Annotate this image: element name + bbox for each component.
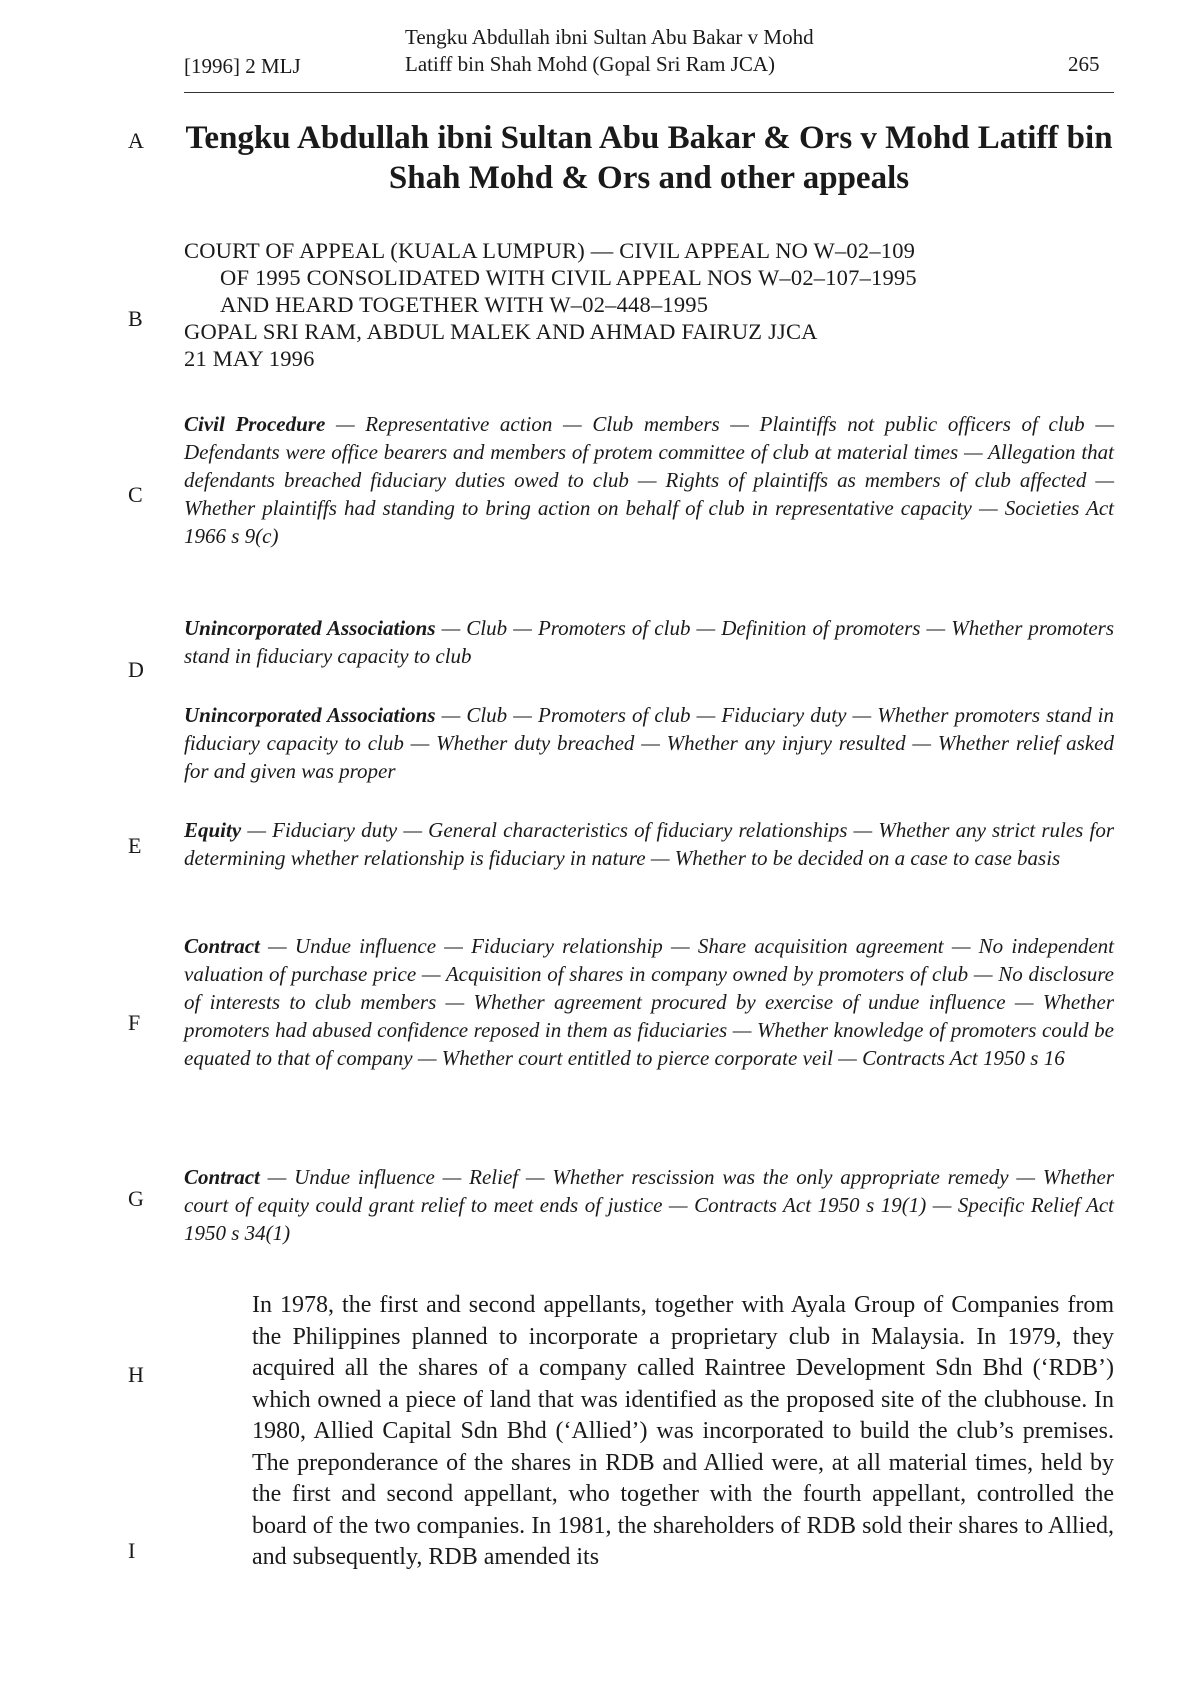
catchword-equity [184, 816, 1114, 872]
court-info [184, 237, 1114, 372]
margin-letter-a: A [128, 128, 144, 153]
catchword-text: — Club — Promoters of club — Definition of promoters — Whether promoters stand in fiduciary capacity to club [184, 616, 1114, 668]
header-case-name [405, 24, 1017, 78]
margin-letter-b: B [128, 306, 143, 331]
catchword-heading: Contract [184, 1165, 260, 1189]
catchword-text: — Representative action — Club members — Plaintiffs not public officers of club — Defendants were office bearers and members of protem committee of club at material times — Allegation that defendants breached fiduciary duties owed to club — Rights of plaintiffs as members of club affected — Whether plaintiffs had standing to bring action on behalf of club in representative capacity — Societies Act 1966 s 9(c) [184, 412, 1114, 548]
catchword-heading: Unincorporated Associations [184, 703, 436, 727]
catchword-civil-procedure [184, 410, 1114, 550]
catchword-text: — Fiduciary duty — General characteristics of fiduciary relationships — Whether any strict rules for determining whether relationship is fiduciary in nature — Whether to be decided on a case to case basis [184, 818, 1114, 870]
catchword-unincorporated-associations-1 [184, 614, 1114, 670]
margin-letter-d: D [128, 657, 144, 682]
catchword-heading: Unincorporated Associations [184, 616, 436, 640]
margin-letter-c: C [128, 482, 143, 507]
header-case-line-2: Latiff bin Shah Mohd (Gopal Sri Ram JCA) [405, 52, 776, 76]
margin-letter-e: E [128, 833, 142, 858]
court-date: 21 MAY 1996 [184, 346, 315, 371]
catchword-text: — Undue influence — Relief — Whether rescission was the only appropriate remedy — Whether court of equity could grant relief to meet ends of justice — Contracts Act 1950 s 19(1) — Specific Relief Act 1950 s 34(1) [184, 1165, 1114, 1245]
catchword-contract-2 [184, 1163, 1114, 1247]
catchword-contract-1 [184, 932, 1114, 1072]
court-line-3: AND HEARD TOGETHER WITH W–02–448–1995 [220, 292, 709, 317]
case-title: Tengku Abdullah ibni Sultan Abu Bakar & Ors v Mohd Latiff bin Shah Mohd & Ors and other appeals [185, 120, 1113, 196]
catchword-heading: Civil Procedure [184, 412, 326, 436]
catchword-heading: Contract [184, 934, 260, 958]
catchword-heading: Equity [184, 818, 242, 842]
headnote-paragraph: In 1978, the first and second appellants, together with Ayala Group of Companies from the Philippines planned to incorporate a proprietary club in Malaysia. In 1979, they acquired all the shares of a company called Raintree Development Sdn Bhd (‘RDB’) which owned a piece of land that was identified as the proposed site of the clubhouse. In 1980, Allied Capital Sdn Bhd (‘Allied’) was incorporated to build the club’s premises. The preponderance of the shares in RDB and Allied were, at all material times, held by the first and second appellant, who together with the fourth appellant, controlled the board of the two companies. In 1981, the shareholders of RDB sold their shares to Allied, and subsequently, RDB amended its [252, 1292, 1114, 1570]
court-judges: GOPAL SRI RAM, ABDUL MALEK AND AHMAD FAIRUZ JJCA [184, 319, 818, 344]
header-case-line-1: Tengku Abdullah ibni Sultan Abu Bakar v Mohd [405, 25, 814, 49]
margin-letter-g: G [128, 1186, 144, 1211]
catchword-text: — Undue influence — Fiduciary relationship — Share acquisition agreement — No independent valuation of purchase price — Acquisition of shares in company owned by promoters of club — No disclosure of interests to club members — Whether agreement procured by exercise of undue influence — Whether promoters had abused confidence reposed in them as fiduciaries — Whether knowledge of promoters could be equated to that of company — Whether court entitled to pierce corporate veil — Contracts Act 1950 s 16 [184, 934, 1114, 1070]
catchword-unincorporated-associations-2 [184, 701, 1114, 785]
header-citation: [1996] 2 MLJ [184, 54, 301, 78]
header-page-number: 265 [1068, 52, 1100, 76]
margin-letter-f: F [128, 1010, 141, 1035]
court-line-1: COURT OF APPEAL (KUALA LUMPUR) — CIVIL APPEAL NO W–02–109 [184, 238, 916, 263]
catchword-text: — Club — Promoters of club — Fiduciary duty — Whether promoters stand in fiduciary capacity to club — Whether duty breached — Whether any injury resulted — Whether relief asked for and given was proper [184, 703, 1114, 783]
margin-letter-i: I [128, 1538, 136, 1563]
court-line-2: OF 1995 CONSOLIDATED WITH CIVIL APPEAL NOS W–02–107–1995 [220, 265, 917, 290]
margin-letter-h: H [128, 1362, 144, 1387]
header-rule [184, 92, 1114, 93]
